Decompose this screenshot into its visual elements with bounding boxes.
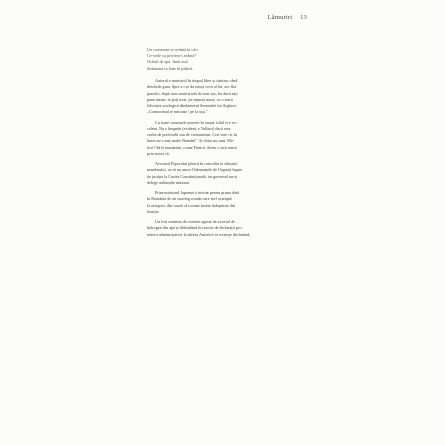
text-line: hidrogen din apă și debordând în reacție de declarații pro- <box>147 225 243 231</box>
text-line: la aeroport, din cauză că tocmai fusese îndepărtat din <box>147 202 235 208</box>
body-text <box>147 78 299 242</box>
text-line: delege atribuțiile niminui. <box>147 179 190 185</box>
paragraph <box>147 161 299 186</box>
text-line: lume nu-s mai multe Români”. Și chiar nu sunt. Mo- <box>147 138 235 144</box>
text-line: pune minte, te poți trezi, pe nepusă masă, cu o mică <box>147 96 233 102</box>
text-line: Un fost ministru de externe agasat de excesul de <box>155 219 236 224</box>
text-line: „Cormoranul te miroase / pe la ușa.” <box>147 109 208 115</box>
text-line: tive? Să le numărăm, coane Fănică. Avem o țară unică <box>147 144 237 150</box>
text-line: parodic, după cum arată strofa de mai sus, lar dacă ești <box>147 90 238 96</box>
running-head <box>268 14 307 21</box>
paragraph <box>147 120 299 158</box>
text-line: tenorii administrative la adresa Americii se trezeşte declarând, <box>147 231 251 237</box>
text-line: în România de un omolog român care nu-l așteaptă <box>147 196 232 202</box>
epigraph-poem <box>147 47 199 72</box>
poem-line: Ochiul de apă. Imul asal <box>147 59 188 65</box>
running-title: Lămuriri <box>267 14 293 21</box>
poem-line: Strâmatat ce bate în pădină. <box>147 65 194 71</box>
text-line: de justiție la Curtea Constituțională, iar guvernul nu-și <box>147 173 238 179</box>
text-line: mandatului, ca să nu atace Ordonanțele de Urgență legate <box>147 167 243 173</box>
text-line: Autorul e ministrul în timpul liber și sinistru când <box>155 78 238 83</box>
poem-line: Ce-vede cu privirea-i ardină? <box>147 53 196 59</box>
text-line: vorba de porivealii sau de vizionarism. Cert este că, în <box>147 132 238 137</box>
page-number: 13 <box>300 14 307 21</box>
text-line: funcție. <box>147 208 160 214</box>
text-line: Cu toate cusururile poeziei în cauză, titlul ei e ex- <box>155 119 238 125</box>
text-line: Avocatul Poporului pleacă în concediu la sfârșitul <box>155 161 238 166</box>
poem-line: Un cormoran se-avântă în cări. <box>147 47 199 52</box>
text-line: Prim-ministrul Japoniei e invitat pentru prima dată <box>155 190 239 195</box>
text-line: felicitare zoologică dindunterul Serenadei lui Arghezi: <box>147 103 237 108</box>
text-line: prin aceea că: <box>147 150 170 156</box>
paragraph <box>147 219 299 238</box>
text-line: celent. Nu e limpede (evident, e Tulburi) dacă este <box>147 125 231 131</box>
text-line: deschide gura. Spre a i se da totuși ceva al lui, are flor <box>147 84 237 90</box>
paragraph <box>147 190 299 215</box>
paragraph <box>147 78 299 116</box>
